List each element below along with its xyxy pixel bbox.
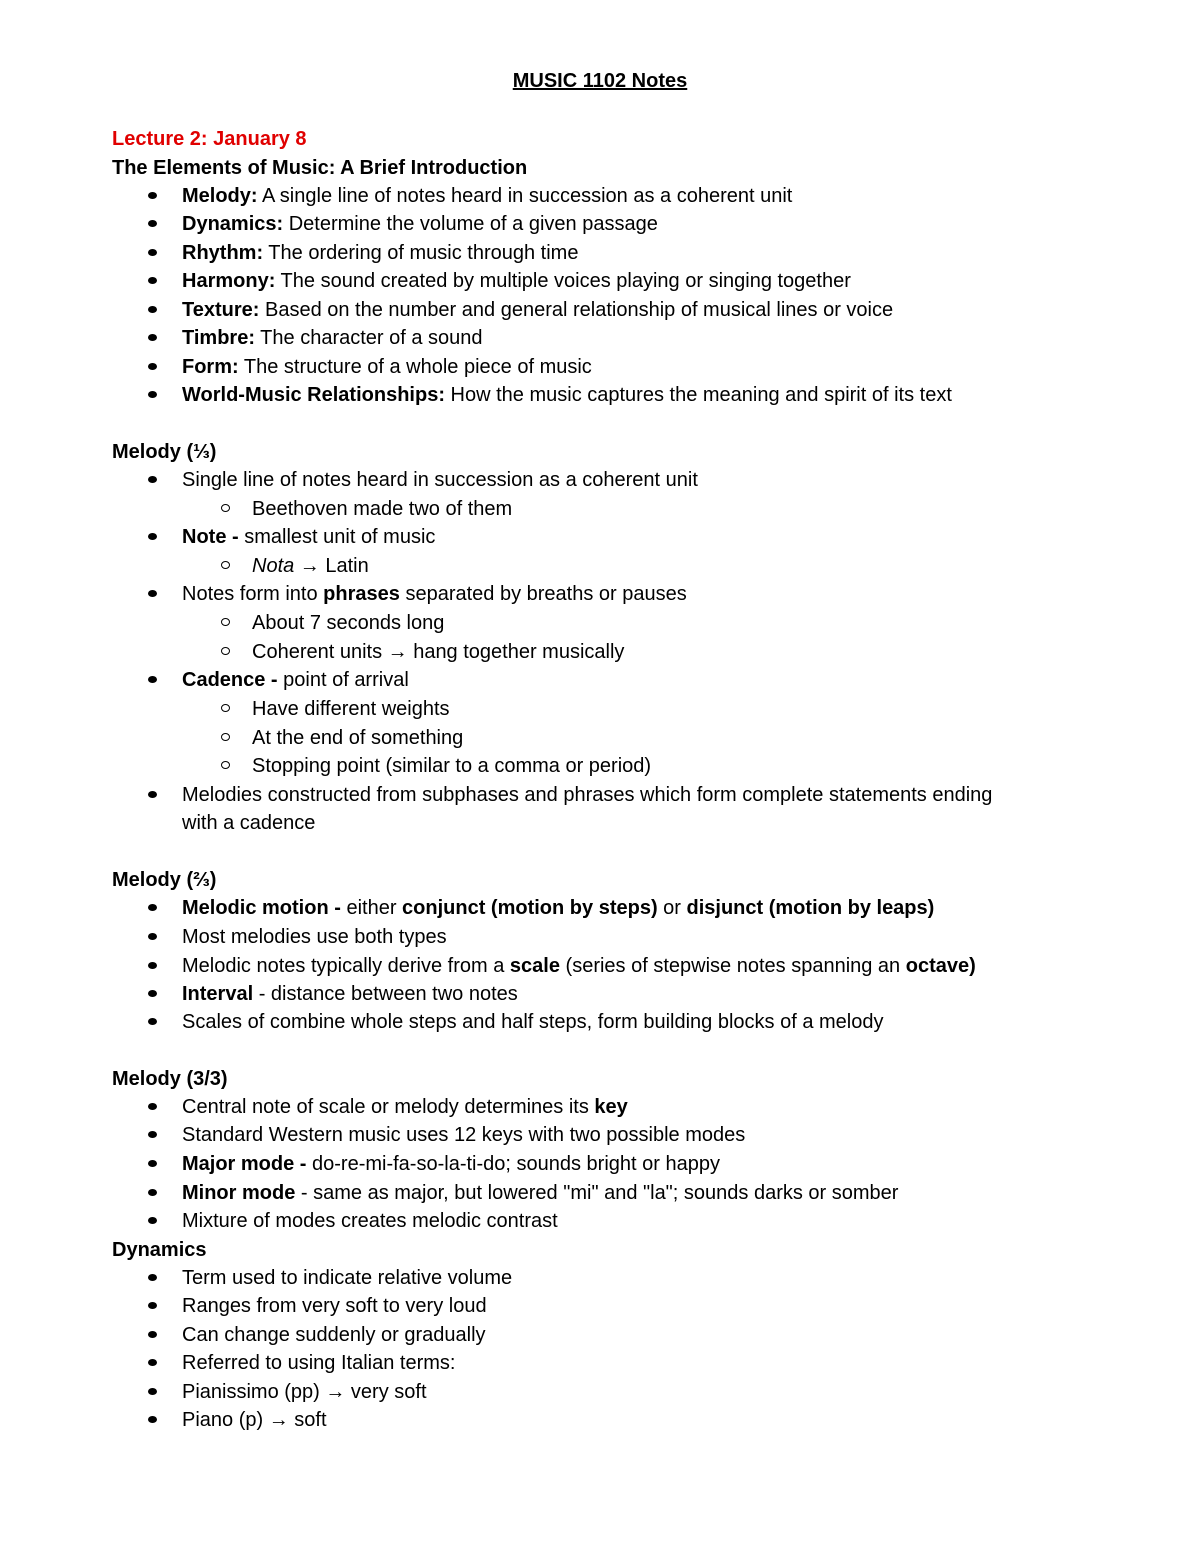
list-item: Timbre: The character of a sound [182,325,483,351]
list-item: Melody: A single line of notes heard in succession as a coherent unit [182,183,792,209]
bullet-icon [148,791,157,798]
bullet-icon [148,1131,157,1138]
bullet-icon [148,363,157,370]
bullet-icon [148,1274,157,1281]
bullet-icon [148,1359,157,1366]
bullet-icon [148,1217,157,1224]
list-item: Form: The structure of a whole piece of music [182,354,592,380]
list-item: Mixture of modes creates melodic contrast [182,1208,558,1234]
list-item: Note - smallest unit of music [182,524,435,550]
list-item: Standard Western music uses 12 keys with two possible modes [182,1122,745,1148]
list-item: Interval - distance between two notes [182,981,518,1007]
list-item: Term used to indicate relative volume [182,1265,512,1291]
list-item: Harmony: The sound created by multiple voices playing or singing together [182,268,851,294]
lecture-heading: Lecture 2: January 8 [112,128,307,150]
bullet-icon [148,277,157,284]
bullet-icon [148,1331,157,1338]
list-item: Scales of combine whole steps and half steps, form building blocks of a melody [182,1009,883,1035]
list-item: Rhythm: The ordering of music through time [182,240,578,266]
section-heading: Melody (3/3) [112,1068,228,1090]
bullet-icon [148,904,157,911]
list-item: Melodies constructed from subphases and phrases which form complete statements ending [182,782,992,808]
bullet-icon [148,990,157,997]
sub-list-item: Have different weights [252,696,450,722]
bullet-icon [148,533,157,540]
circle-bullet-icon [221,618,230,626]
bullet-icon [148,1189,157,1196]
list-item: Ranges from very soft to very loud [182,1293,487,1319]
circle-bullet-icon [221,733,230,741]
bullet-icon [148,1388,157,1395]
intro-heading: The Elements of Music: A Brief Introduction [112,157,528,179]
bullet-icon [148,192,157,199]
sub-list-item: About 7 seconds long [252,610,444,636]
circle-bullet-icon [221,561,230,569]
bullet-icon [148,590,157,597]
list-item: Referred to using Italian terms: [182,1350,455,1376]
list-item: Piano (p) → soft [182,1407,327,1433]
list-item: Major mode - do-re-mi-fa-so-la-ti-do; sounds bright or happy [182,1151,720,1177]
list-item: Pianissimo (pp) → very soft [182,1379,427,1405]
bullet-icon [148,249,157,256]
bullet-icon [148,1018,157,1025]
list-item: Most melodies use both types [182,924,447,950]
sub-list-item: At the end of something [252,725,463,751]
circle-bullet-icon [221,504,230,512]
list-item: Melodic motion - either conjunct (motion by steps) or disjunct (motion by leaps) [182,895,934,921]
list-item: Texture: Based on the number and general relationship of musical lines or voice [182,297,893,323]
bullet-icon [148,676,157,683]
document-title: MUSIC 1102 Notes [512,70,688,92]
circle-bullet-icon [221,647,230,655]
bullet-icon [148,1103,157,1110]
list-item-continuation: with a cadence [182,812,316,834]
bullet-icon [148,476,157,483]
list-item: Central note of scale or melody determines its key [182,1094,628,1120]
bullet-icon [148,1416,157,1423]
list-item: Minor mode - same as major, but lowered "mi" and "la"; sounds darks or somber [182,1180,898,1206]
list-item: Dynamics: Determine the volume of a given passage [182,211,658,237]
list-item: Cadence - point of arrival [182,667,409,693]
list-item: Single line of notes heard in succession as a coherent unit [182,467,698,493]
sub-list-item: Nota → Latin [252,553,369,579]
bullet-icon [148,933,157,940]
section-heading: Melody (⅓) [112,441,217,463]
bullet-icon [148,1160,157,1167]
section-heading: Melody (⅔) [112,869,217,891]
sub-list-item: Coherent units → hang together musically [252,639,624,665]
list-item: World-Music Relationships: How the music captures the meaning and spirit of its text [182,382,952,408]
bullet-icon [148,334,157,341]
list-item: Notes form into phrases separated by breaths or pauses [182,581,687,607]
circle-bullet-icon [221,761,230,769]
section-heading: Dynamics [112,1239,207,1261]
circle-bullet-icon [221,704,230,712]
bullet-icon [148,962,157,969]
sub-list-item: Beethoven made two of them [252,496,512,522]
list-item: Melodic notes typically derive from a scale (series of stepwise notes spanning an octave) [182,953,976,979]
list-item: Can change suddenly or gradually [182,1322,486,1348]
bullet-icon [148,220,157,227]
bullet-icon [148,1302,157,1309]
bullet-icon [148,306,157,313]
sub-list-item: Stopping point (similar to a comma or period) [252,753,651,779]
bullet-icon [148,391,157,398]
